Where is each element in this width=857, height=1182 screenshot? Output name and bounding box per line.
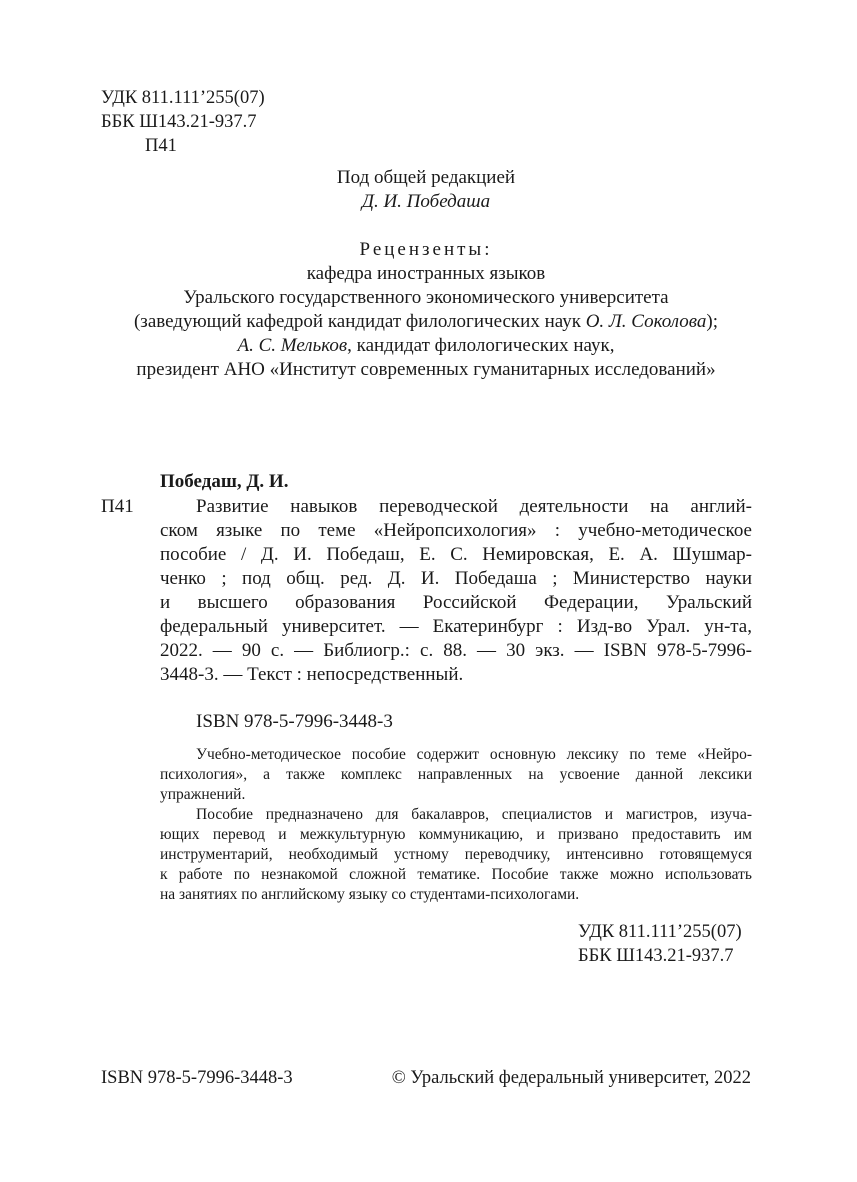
annotation-line: инструментарий, необходимый устному переводчику, интенсивно готовящемуся xyxy=(160,846,752,863)
reviewer-head-line: (заведующий кафедрой кандидат филологических наук О. Л. Соколова); xyxy=(133,311,719,332)
catalog-line: и высшего образования Российской Федерации, Уральский xyxy=(160,592,752,613)
reviewer-president-line: президент АНО «Институт современных гуманитарных исследований» xyxy=(136,359,716,380)
annotation-line: на занятиях по английскому языку со студентами-психологами. xyxy=(160,886,580,903)
reviewer-second-name: А. С. Мельков xyxy=(237,335,348,356)
reviewers-block xyxy=(100,238,752,382)
udk-code: УДК 811.111’255(07) xyxy=(101,88,265,108)
catalog-line: Развитие навыков переводческой деятельности на англий- xyxy=(196,496,752,517)
footer-isbn: ISBN 978-5-7996-3448-3 xyxy=(101,1068,293,1088)
catalog-sign: П41 xyxy=(101,496,134,517)
catalog-line: ченко ; под общ. ред. Д. И. Победаша ; Министерство науки xyxy=(160,568,752,589)
top-codes xyxy=(101,86,265,158)
footer-copyright: © Уральский федеральный университет, 2022 xyxy=(391,1068,751,1088)
bottom-codes xyxy=(578,920,742,968)
catalog-isbn: ISBN 978-5-7996-3448-3 xyxy=(196,711,393,732)
reviewer-head-name: О. Л. Соколова xyxy=(585,311,707,332)
bottom-bbk-code: ББК Ш143.21-937.7 xyxy=(578,946,734,966)
annotation-line: ющих перевод и межкультурную коммуникацию, и призвано предоставить им xyxy=(160,826,752,843)
catalog-description xyxy=(160,495,752,687)
author-sign: П41 xyxy=(145,136,177,156)
reviewer-university: Уральского государственного экономического университета xyxy=(183,287,669,308)
annotation-line: Учебно-методическое пособие содержит основную лексику по теме «Нейро- xyxy=(196,746,752,763)
annotation-line: психология», а также комплекс направленных на усвоение данной лексики xyxy=(160,766,752,783)
editor-name: Д. И. Победаша xyxy=(361,191,491,212)
annotation-line: упражнений. xyxy=(160,786,246,803)
catalog-line: пособие / Д. И. Победаш, Е. С. Немировская, Е. А. Шушмар- xyxy=(160,544,752,565)
editor-label: Под общей редакцией xyxy=(336,167,516,188)
reviewer-second-line: А. С. Мельков, кандидат филологических наук, xyxy=(237,335,615,356)
catalog-author: Победаш, Д. И. xyxy=(160,471,289,492)
editor-block xyxy=(100,166,752,214)
bottom-udk-code: УДК 811.111’255(07) xyxy=(578,922,742,942)
catalog-line: федеральный университет. — Екатеринбург : Изд-во Урал. ун-та, xyxy=(160,616,752,637)
reviewers-heading: Рецензенты: xyxy=(359,239,493,260)
reviewer-department: кафедра иностранных языков xyxy=(306,263,546,284)
catalog-line: ском языке по теме «Нейропсихология» : учебно-методическое xyxy=(160,520,752,541)
annotation-line: Пособие предназначено для бакалавров, специалистов и магистров, изуча- xyxy=(196,806,752,823)
annotation-line: к работе по незнакомой сложной тематике. Пособие также можно использовать xyxy=(160,866,752,883)
catalog-line: 3448-3. — Текст : непосредственный. xyxy=(160,664,464,685)
bbk-code: ББК Ш143.21-937.7 xyxy=(101,112,257,132)
catalog-line: 2022. — 90 с. — Библиогр.: с. 88. — 30 экз. — ISBN 978-5-7996- xyxy=(160,640,752,661)
annotation xyxy=(160,745,752,905)
